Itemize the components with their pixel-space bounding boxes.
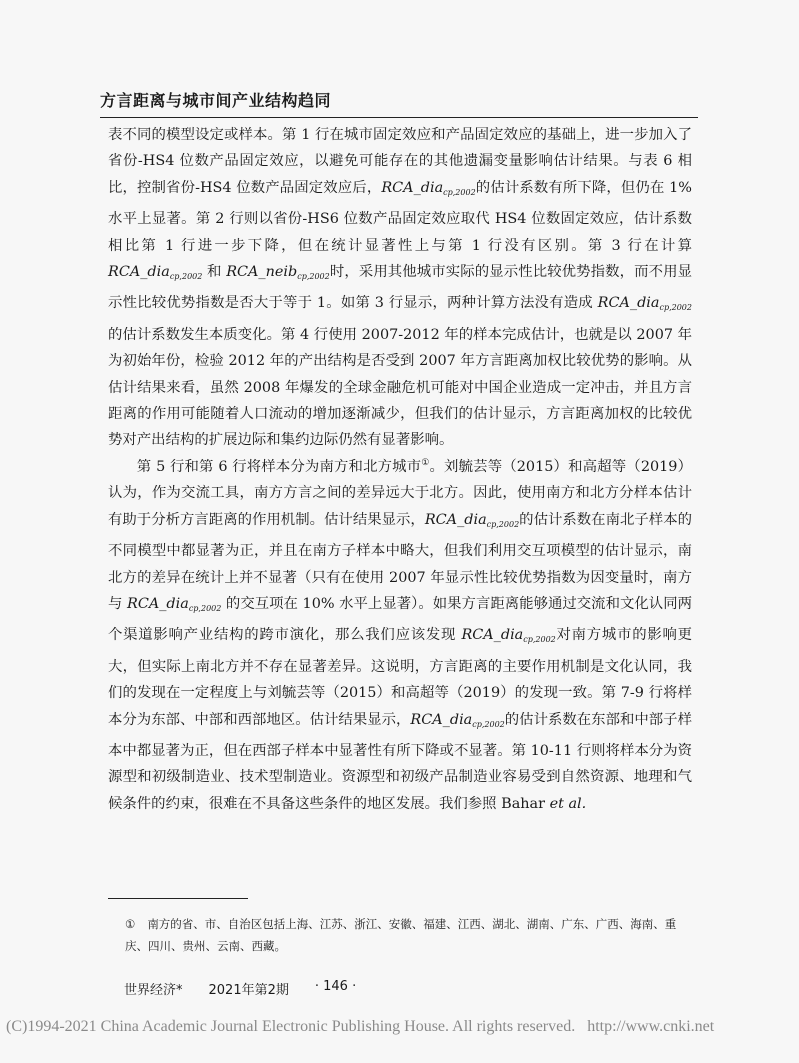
page-footer <box>124 979 356 998</box>
copyright-notice <box>6 1018 796 1036</box>
cnki-link[interactable]: http://www.cnki.net <box>587 1018 715 1035</box>
page-number: · 146 · <box>314 979 357 994</box>
rca-dia-symbol: RCA_dia$_{cp,2002}$ <box>461 627 556 645</box>
footnote-mark: ① <box>125 917 136 931</box>
rca-dia-symbol: RCA_dia$_{cp,2002}$ <box>108 264 203 282</box>
rca-dia-symbol: RCA_dia$_{cp,2002}$ <box>410 711 505 729</box>
body-text <box>108 122 692 817</box>
copyright-text: (C)1994-2021 China Academic Journal Electronic Publishing House. All rights reserved. <box>6 1018 576 1035</box>
rca-dia-symbol: RCA_dia$_{cp,2002}$ <box>597 295 692 313</box>
rca-dia-symbol: RCA_dia$_{cp,2002}$ <box>424 511 520 529</box>
footnote-text: 南方的省、市、自治区包括上海、江苏、浙江、安徽、福建、江西、湖北、湖南、广东、广西、海南、重庆、四川、贵州、云南、西藏。 <box>125 917 677 953</box>
footnote-divider <box>108 898 248 899</box>
footnote <box>125 913 685 957</box>
journal-name: 世界经济* <box>124 983 183 998</box>
issue-label: 2021年第2期 <box>208 983 289 998</box>
rca-neib-symbol: RCA_neib$_{cp,2002}$ <box>226 264 330 282</box>
footnote-reference[interactable]: ① <box>421 458 430 469</box>
paragraph-1: 表不同的模型设定或样本。第 1 行在城市固定效应和产品固定效应的基础上，进一步加入了省份-HS4 位数产品固定效应，以避免可能存在的其他遗漏变量影响估计结果。与表 6 相比，控制省份-HS4 位数产品固定效应后，RCA_dia$_{cp,2002}$的估计系数有所下降，但仍在 1% 水平上显著。第 2 行则以省份-HS6 位数产品固定效应取代 HS4 位数固定效应，估计系数相比第 1 行进一步下降，但在统计显著性上与第 1 行没有区别。第 3 行在计算 RCA_dia$_{cp,2002}$ 和 RCA_neib$_{cp,2002}$时，采用其他城市实际的显示性比较优势指数，而不用显示性比较优势指数是否大于等于 1。如第 3 行显示，两种计算方法没有造成 RCA_dia$_{cp,2002}$的估计系数发生本质变化。第 4 行使用 2007-2012 年的样本完成估计，也就是以 2007 年为初始年份，检验 2012 年的产出结构是否受到 2007 年方言距离加权比较优势的影响。从估计结果来看，虽然 2008 年爆发的全球金融危机可能对中国企业造成一定冲击，并且方言距离的作用可能随着人口流动的增加逐渐减少，但我们的估计显示，方言距离加权的比较优势对产出结构的扩展边际和集约边际仍然有显著影响。 <box>108 127 692 449</box>
rca-dia-symbol: RCA_dia$_{cp,2002}$ <box>127 595 222 613</box>
paragraph-2: 第 5 行和第 6 行将样本分为南方和北方城市①。刘毓芸等（2015）和高超等（2019）认为，作为交流工具，南方方言之间的差异远大于北方。因此，使用南方和北方分样本估计有助于分析方言距离的作用机制。估计结果显示，RCA_dia$_{cp,2002}$的估计系数在南北子样本的不同模型中都显著为正，并且在南方子样本中略大，但我们利用交互项模型的估计显示，南北方的差异在统计上并不显著（只有在使用 2007 年显示性比较优势指数为因变量时，南方与 RCA_dia$_{cp,2002}$ 的交互项在 10% 水平上显著）。如果方言距离能够通过交流和文化认同两个渠道影响产业结构的跨市演化，那么我们应该发现 RCA_dia$_{cp,2002}$对南方城市的影响更大，但实际上南北方并不存在显著差异。这说明，方言距离的主要作用机制是文化认同，我们的发现在一定程度上与刘毓芸等（2015）和高超等（2019）的发现一致。第 7-9 行将样本分为东部、中部和西部地区。估计结果显示，RCA_dia$_{cp,2002}$的估计系数在东部和中部子样本中都显著为正，但在西部子样本中显著性有所下降或不显著。第 10-11 行则将样本分为资源型和初级制造业、技术型制造业。资源型和初级产品制造业容易受到自然资源、地理和气候条件的约束，很难在不具备这些条件的地区发展。我们参照 Bahar et al. <box>108 458 692 812</box>
running-head-title: 方言距离与城市间产业结构趋同 <box>100 88 698 118</box>
rca-dia-symbol: RCA_dia$_{cp,2002}$ <box>381 179 476 197</box>
et-al-text: et al. <box>549 795 587 812</box>
